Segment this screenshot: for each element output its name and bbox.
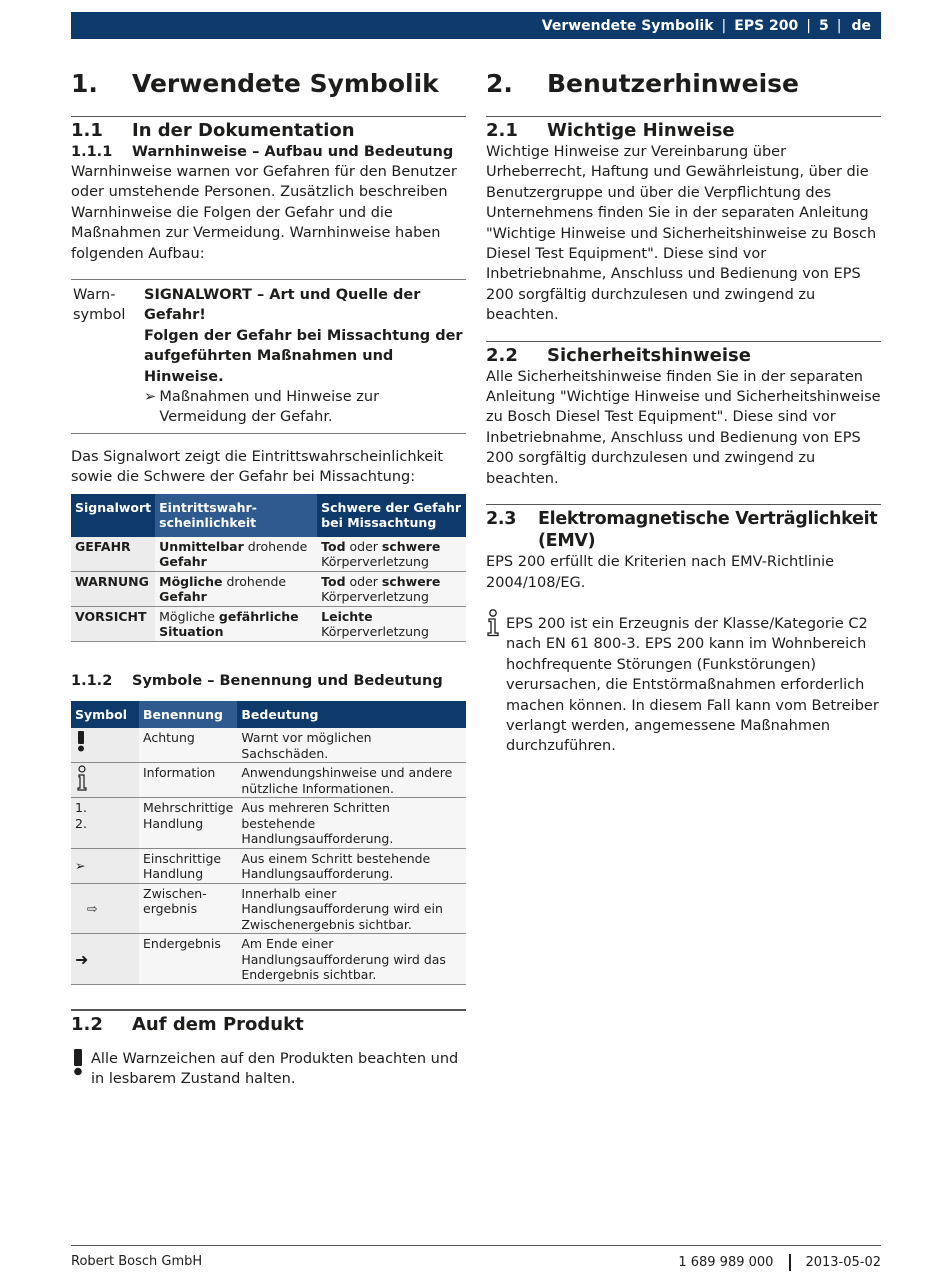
header-product: EPS 200	[734, 17, 799, 34]
arrowhead-icon: ➢	[144, 389, 157, 406]
table-row: WARNUNG Mögliche drohende Gefahr Tod oder schwere Körperverletzung	[71, 571, 466, 606]
footer-info	[678, 1254, 881, 1271]
header-page-number: 5	[819, 17, 829, 34]
emc-info-note: EPS 200 ist ein Erzeugnis der Klasse/Kategorie C2 nach EN 61 800-3. EPS 200 kann im Wohnbereich hochfrequente Störungen (Funkstörungen) verursachen, die Entstörmaßnahmen erforderlich machen können. In diesem Fall kann vom Betreiber verlangt werden, angemessene Maßnahmen durchzuführen.	[486, 609, 881, 757]
warning-signalword-heading: SIGNALWORT – Art und Quelle der Gefahr!	[144, 287, 421, 324]
warning-consequence: Folgen der Gefahr bei Missachtung der aufgeführten Maßnahmen und Hinweise.	[144, 327, 463, 385]
numbered-steps-icon: 1. 2.	[71, 798, 139, 849]
warning-step: ➢ Maßnahmen und Hinweise zur Vermeidung der Gefahr.	[144, 387, 466, 428]
chapter-2-heading: 2. Benutzerhinweise	[486, 69, 800, 98]
warning-intro-text: Warnhinweise warnen vor Gefahren für den Benutzer oder umstehende Personen. Zusätzlich beschreiben Warnhinweise die Folgen der Gefahr und die Maßnahmen zur Vermeidung. Warnhinweise haben folgenden Aufbau:	[71, 164, 457, 262]
arrowhead-icon: ➢	[75, 858, 86, 874]
table-row: ➢ Einschrittige Handlung Aus einem Schritt bestehende Handlungsaufforderung.	[71, 848, 466, 883]
table-row: Information Anwendungshinweise und andere nützliche Informationen.	[71, 763, 466, 798]
table-header: Signalwort	[71, 494, 155, 537]
section-1-1-heading: 1.1 In der Dokumentation	[71, 120, 355, 141]
section-1-1-1-heading: 1.1.1 Warnhinweise – Aufbau und Bedeutung	[71, 144, 454, 160]
safety-notes-text: Alle Sicherheitshinweise finden Sie in der separaten Anleitung "Wichtige Hinweise und Sicherheitshinweise zu Bosch Diesel Test Equipment". Diese sind vor Inbetriebnahme, Anschluss und Bedienung von EPS 200 sorgfältig durchzulesen und zwingend zu beachten.	[486, 368, 881, 487]
emc-text: EPS 200 erfüllt die Kriterien nach EMV-Richtlinie 2004/108/EG.	[486, 554, 835, 591]
important-notes-text: Wichtige Hinweise zur Vereinbarung über Urheberrecht, Haftung und Gewährleistung, über die Benutzergruppe und über die Verpflichtung des Unternehmens finden Sie in der separaten Anleitung "Wichtige Hinweise und Sicherheitshinweise zu Bosch Diesel Test Equipment". Diese sind vor Inbetriebnahme, Anschluss und Bedienung von EPS 200 sorgfältig durchzulesen und zwingend zu beachten.	[486, 144, 877, 324]
signalword-intro-text: Das Signalwort zeigt die Eintrittswahrscheinlichkeit sowie die Schwere der Gefahr bei Missachtung:	[71, 448, 444, 486]
right-column	[486, 64, 881, 757]
table-row: ➜ Endergebnis Am Ende einer Handlungsaufforderung wird das Endergebnis sichtbar.	[71, 934, 466, 985]
bold-arrow-icon: ➜	[75, 949, 89, 969]
table-header: Benennung	[139, 701, 237, 729]
footer-company: Robert Bosch GmbH	[71, 1254, 203, 1269]
info-icon	[75, 765, 135, 791]
table-header: Eintrittswahr-scheinlichkeit	[155, 494, 317, 537]
signalword-table	[71, 494, 466, 642]
table-row: Achtung Warnt vor möglichen Sachschäden.	[71, 728, 466, 763]
table-header: Bedeutung	[237, 701, 466, 729]
footer-divider	[71, 1245, 881, 1246]
section-2-1-heading: 2.1 Wichtige Hinweise	[486, 120, 735, 141]
footer-date: 2013-05-02	[805, 1255, 881, 1270]
warning-symbol-label: Warn- symbol	[73, 287, 126, 324]
table-row: 1. 2. Mehrschrittige Handlung Aus mehreren Schritten bestehende Handlungsaufforderung.	[71, 798, 466, 849]
page-header: Verwendete Symbolik | EPS 200 | 5 | de	[71, 12, 881, 39]
warning-structure-box	[71, 279, 466, 434]
table-header: Symbol	[71, 701, 139, 729]
section-2-3-heading: 2.3 Elektromagnetische Verträglichkeit (EMV)	[486, 509, 878, 552]
info-icon	[486, 609, 506, 757]
symbol-table	[71, 701, 466, 985]
section-1-1-2-heading: 1.1.2 Symbole – Benennung und Bedeutung	[71, 672, 443, 689]
chapter-1-heading: 1. Verwendete Symbolik	[71, 69, 439, 98]
header-language: de	[851, 17, 871, 34]
table-row: ⇨ Zwischen-ergebnis Innerhalb einer Handlungsaufforderung wird ein Zwischenergebnis sichtbar.	[71, 883, 466, 934]
table-row: VORSICHT Mögliche gefährliche Situation Leichte Körperverletzung	[71, 606, 466, 641]
table-row: GEFAHR Unmittelbar drohende Gefahr Tod oder schwere Körperverletzung	[71, 537, 466, 572]
table-header: Schwere der Gefahr bei Missachtung	[317, 494, 466, 537]
section-2-2-heading: 2.2 Sicherheitshinweise	[486, 344, 751, 366]
product-warning-note: Alle Warnzeichen auf den Produkten beachten und in lesbarem Zustand halten.	[71, 1049, 466, 1090]
left-column	[71, 64, 466, 1090]
outline-arrow-icon: ⇨	[87, 901, 98, 917]
footer-doc-number: 1 689 989 000	[678, 1255, 774, 1270]
exclamation-icon	[71, 1049, 91, 1090]
section-1-2-heading: 1.2 Auf dem Produkt	[71, 1013, 304, 1035]
header-section: Verwendete Symbolik	[541, 17, 714, 34]
exclamation-icon	[75, 730, 135, 752]
